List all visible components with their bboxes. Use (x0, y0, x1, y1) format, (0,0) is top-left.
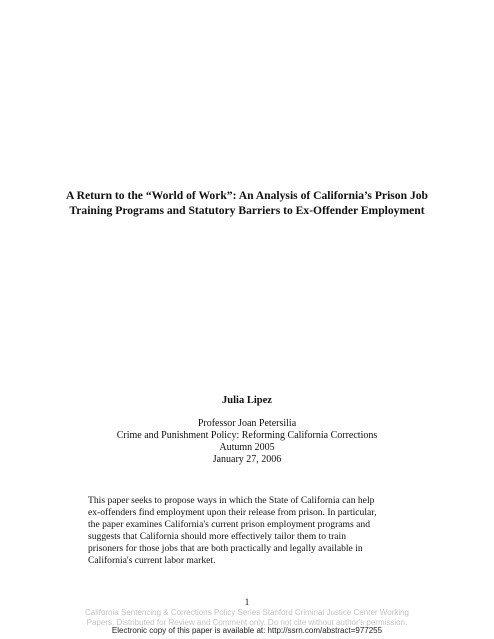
paper-title (20, 189, 474, 218)
date-line: January 27, 2006 (212, 454, 282, 465)
abstract-line: This paper seeks to propose ways in which the State of California can help (88, 495, 375, 506)
author-name: Julia Lipez (222, 395, 272, 406)
abstract-line: suggests that California should more effectively tailor them to train (88, 531, 346, 543)
watermark-line-1: California Sentencing & Corrections Policy Series Stanford Criminal Justice Center Working (85, 608, 409, 617)
watermark-line-2: Papers. Distributed for Review and Comment only. Do not cite without author's permission. (86, 618, 408, 627)
ssrn-source-link[interactable]: Electronic copy of this paper is available at: http://ssrn.com/abstract=977255 (111, 626, 383, 635)
abstract-line: ex-offenders find employment upon their release from prison. In particular, (88, 507, 377, 519)
abstract (88, 495, 418, 568)
course-line: Crime and Punishment Policy: Reforming California Corrections (116, 430, 378, 441)
abstract-line: California's current labor market. (88, 555, 216, 567)
course-info (0, 418, 494, 466)
watermark (0, 608, 494, 628)
professor-line: Professor Joan Petersilia (197, 418, 297, 429)
paper-title-line-1: A Return to the “World of Work”: An Analysis of California’s Prison Job (65, 189, 428, 202)
page-number: 1 (244, 597, 250, 607)
term-line: Autumn 2005 (219, 442, 275, 453)
paper-title-line-2: Training Programs and Statutory Barriers to Ex-Offender Employment (69, 203, 425, 217)
abstract-line: prisoners for those jobs that are both practically and legally available in (88, 543, 363, 555)
abstract-line: the paper examines California's current prison employment programs and (88, 519, 370, 531)
